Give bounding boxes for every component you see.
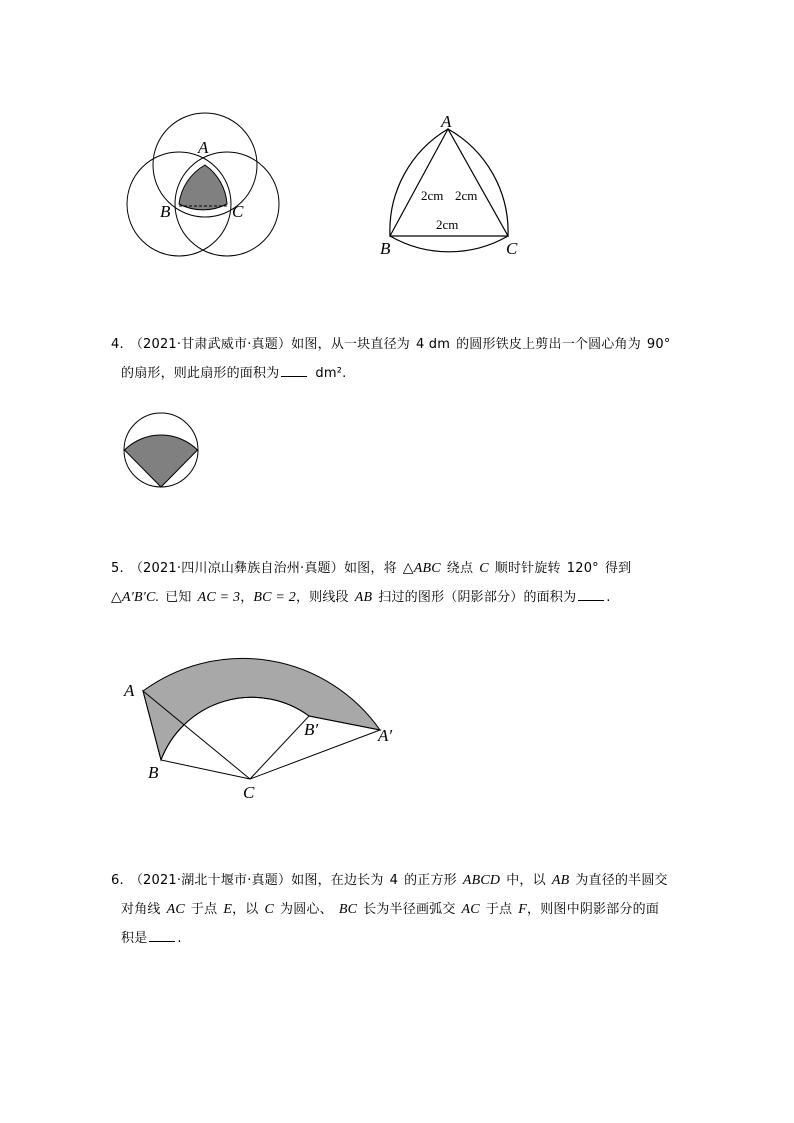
side-label-ab: 2cm <box>421 188 444 203</box>
label-c: C <box>243 783 255 802</box>
side-label-ac: 2cm <box>455 188 478 203</box>
label-a: A <box>441 112 452 131</box>
figure-sector-in-circle <box>120 410 202 492</box>
label-b: B <box>148 763 159 782</box>
answer-blank[interactable] <box>281 364 307 377</box>
side-label-bc: 2cm <box>436 217 459 232</box>
label-a-prime: A′ <box>378 726 393 745</box>
reuleaux-arcs <box>390 129 508 252</box>
shaded-swept-region <box>143 658 380 760</box>
question-number: 4. <box>111 337 124 352</box>
figure-rotation-sweep <box>118 630 408 805</box>
label-b: B <box>380 239 391 258</box>
question-number: 6. <box>111 873 124 888</box>
answer-blank[interactable] <box>149 929 175 942</box>
shaded-sector <box>125 435 198 487</box>
label-a: A <box>198 138 209 157</box>
label-b: B <box>160 202 171 221</box>
question-6: 6. （2021·湖北十堰市·真题）如图，在边长为 4 的正方形 ABCD 中，以 AB 为直径的半圆交 对角线 AC 于点 E，以 C 为圆心、 BC 长为半径画弧交 AC 于点 F，则图中阴影部分的面 积是 . <box>111 873 668 946</box>
question-number: 5. <box>111 561 124 576</box>
question-source: （2021·甘肃武威市·真题） <box>129 337 292 352</box>
answer-blank[interactable] <box>578 588 604 601</box>
label-a: A <box>124 681 135 700</box>
question-5: 5. （2021·四川凉山彝族自治州·真题）如图，将 △ABC 绕点 C 顺时针旋转 120° 得到 △A′B′C. 已知 AC = 3，BC = 2，则线段 AB 扫过的图形（阴影部分）的面积为 . <box>111 561 632 605</box>
question-source: （2021·湖北十堰市·真题） <box>129 873 292 888</box>
question-source: （2021·四川凉山彝族自治州·真题） <box>129 561 344 576</box>
figure-reuleaux-triangle <box>375 108 530 258</box>
question-4: 4. （2021·甘肃武威市·真题）如图，从一块直径为 4 dm 的圆形铁皮上剪出一个圆心角为 90° 的扇形，则此扇形的面积为 dm². <box>111 337 671 381</box>
label-c: C <box>506 239 518 258</box>
label-c: C <box>232 202 244 221</box>
figure-three-circles <box>120 105 290 260</box>
label-b-prime: B′ <box>304 720 319 739</box>
